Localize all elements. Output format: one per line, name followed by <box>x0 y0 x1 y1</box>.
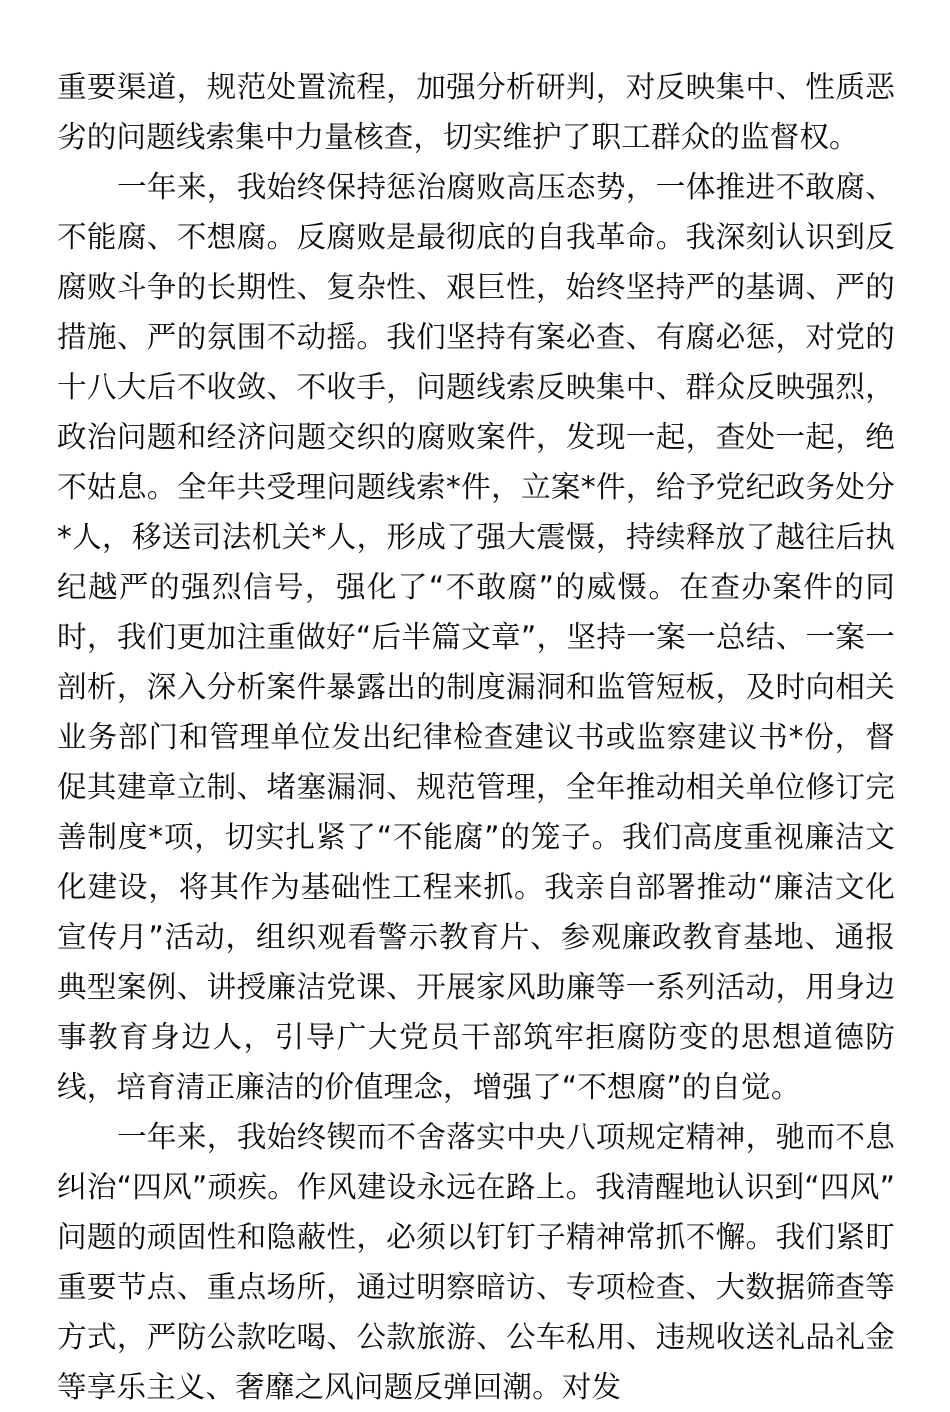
document-text-body <box>57 62 895 1412</box>
paragraph-eight-regulations: 一年来，我始终锲而不舍落实中央八项规定精神，驰而不息纠治“四风”顽疾。作风建设永远在路上。我清醒地认识到“四风”问题的顽固性和隐蔽性，必须以钉钉子精神常抓不懈。我们紧盯重要节点、重点场所，通过明察暗访、专项检查、大数据筛查等方式，严防公款吃喝、公款旅游、公车私用、违规收送礼品礼金等享乐主义、奢靡之风问题反弹回潮。对发 <box>57 1120 895 1404</box>
paragraph-anti-corruption: 一年来，我始终保持惩治腐败高压态势，一体推进不敢腐、不能腐、不想腐。反腐败是最彻底的自我革命。我深刻认识到反腐败斗争的长期性、复杂性、艰巨性，始终坚持严的基调、严的措施、严的氛围不动摇。我们坚持有案必查、有腐必惩，对党的十八大后不收敛、不收手，问题线索反映集中、群众反映强烈，政治问题和经济问题交织的腐败案件，发现一起，查处一起，绝不姑息。全年共受理问题线索*件，立案*件，给予党纪政务处分*人，移送司法机关*人，形成了强大震慑，持续释放了越往后执纪越严的强烈信号，强化了“不敢腐”的威慑。在查办案件的同时，我们更加注重做好“后半篇文章”，坚持一案一总结、一案一剖析，深入分析案件暴露出的制度漏洞和监管短板，及时向相关业务部门和管理单位发出纪律检查建议书或监察建议书*份，督促其建章立制、堵塞漏洞、规范管理，全年推动相关单位修订完善制度*项，切实扎紧了“不能腐”的笼子。我们高度重视廉洁文化建设，将其作为基础性工程来抓。我亲自部署推动“廉洁文化宣传月”活动，组织观看警示教育片、参观廉政教育基地、通报典型案例、讲授廉洁党课、开展家风助廉等一系列活动，用身边事教育身边人，引导广大党员干部筑牢拒腐防变的思想道德防线，培育清正廉洁的价值理念，增强了“不想腐”的自觉。 <box>57 170 895 1104</box>
paragraph-continuation-supervision: 重要渠道，规范处置流程，加强分析研判，对反映集中、性质恶劣的问题线索集中力量核查，切实维护了职工群众的监督权。 <box>57 70 895 154</box>
